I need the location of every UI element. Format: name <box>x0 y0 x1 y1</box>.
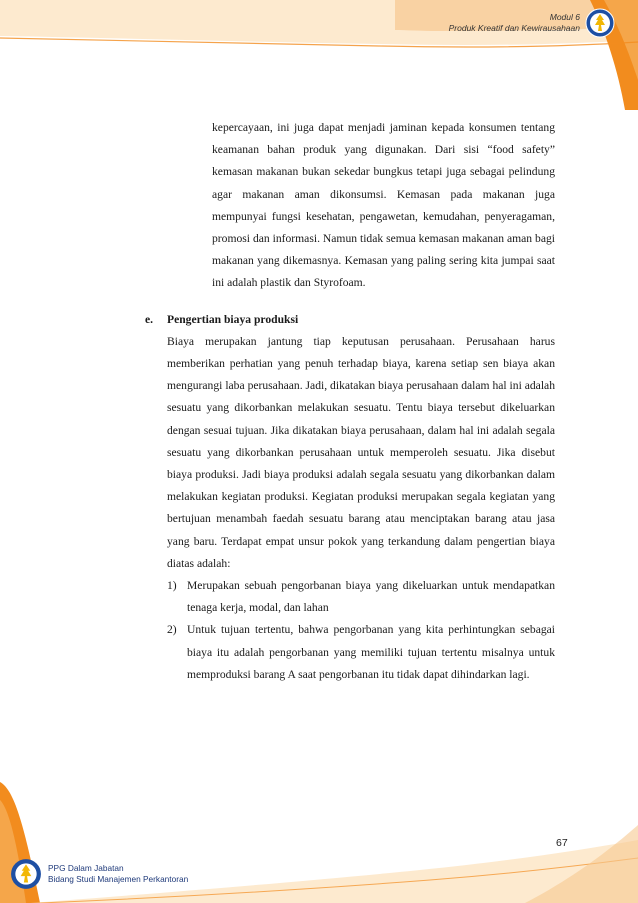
section-letter: e. <box>145 312 154 326</box>
module-subtitle: Produk Kreatif dan Kewirausahaan <box>448 23 580 33</box>
module-label: Modul 6 <box>549 12 580 22</box>
list-item <box>167 619 555 686</box>
list-item <box>167 575 555 619</box>
section-title: Pengertian biaya produksi <box>167 312 299 326</box>
intro-paragraph: kepercayaan, ini juga dapat menjadi jaminan kepada konsumen tentang keamanan bahan produk yang digunakan. Dari sisi “food safety” kemasan makanan bukan sekedar bungkus tetapi juga sebagai pelindung agar makanan aman dikonsumsi. Kemasan pada makanan juga mempunyai fungsi kesehatan, pengawetan, kemudahan, penyeragaman, promosi dan informasi. Namun tidak semua kemasan makanan aman bagi makanan yang dikemasnya. Kemasan yang paling sering kita jumpai saat ini adalah plastik dan Styrofoam. <box>212 121 555 290</box>
footer-field: Bidang Studi Manajemen Perkantoran <box>48 874 189 884</box>
page-number: 67 <box>556 837 568 849</box>
footer-logo <box>10 858 42 890</box>
section-paragraph: Biaya merupakan jantung tiap keputusan perusahaan. Perusahaan harus memberikan perhatian yang penuh terhadap biaya, karena setiap sen biaya akan mengurangi laba perusahaan. Jadi, dikatakan biaya perusahaan dalam hal ini adalah sesuatu yang dikorbankan melakukan sesuatu. Tentu biaya tersebut dikeluarkan dengan sesuai tujuan. Jika dikatakan biaya perusahaan, dalam hal ini adalah segala sesuatu yang dikorbankan perusahaan untuk memperoleh sesuatu. Jika disebut biaya produksi. Jadi biaya produksi adalah segala sesuatu yang dikorbankan dalam melakukan kegiatan produksi. Kegiatan produksi merupakan segala kegiatan yang bertujuan menambah faedah sesuatu barang atau menciptakan barang atau jasa yang baru. Terdapat empat unsur pokok yang terkandung dalam pengertian biaya diatas adalah: <box>167 334 555 570</box>
list-number: 2) <box>167 623 177 637</box>
tut-wuri-handayani-logo <box>585 8 615 38</box>
section-heading <box>145 309 555 331</box>
footer <box>48 863 188 885</box>
section-e <box>145 309 555 686</box>
running-header <box>449 12 580 34</box>
list-text: Untuk tujuan tertentu, bahwa pengorbanan yang kita perhintungkan sebagai biaya itu adalah pengorbanan yang memiliki tujuan tertentu misalnya untuk memproduksi barang A saat pengorbanan itu tidak dapat dihindarkan lagi. <box>187 623 555 681</box>
page-content <box>145 117 555 686</box>
list-text: Merupakan sebuah pengorbanan biaya yang dikeluarkan untuk mendapatkan tenaga kerja, modal, dan lahan <box>187 579 555 615</box>
section-body <box>167 331 555 686</box>
list-number: 1) <box>167 579 177 593</box>
footer-program: PPG Dalam Jabatan <box>48 863 124 873</box>
